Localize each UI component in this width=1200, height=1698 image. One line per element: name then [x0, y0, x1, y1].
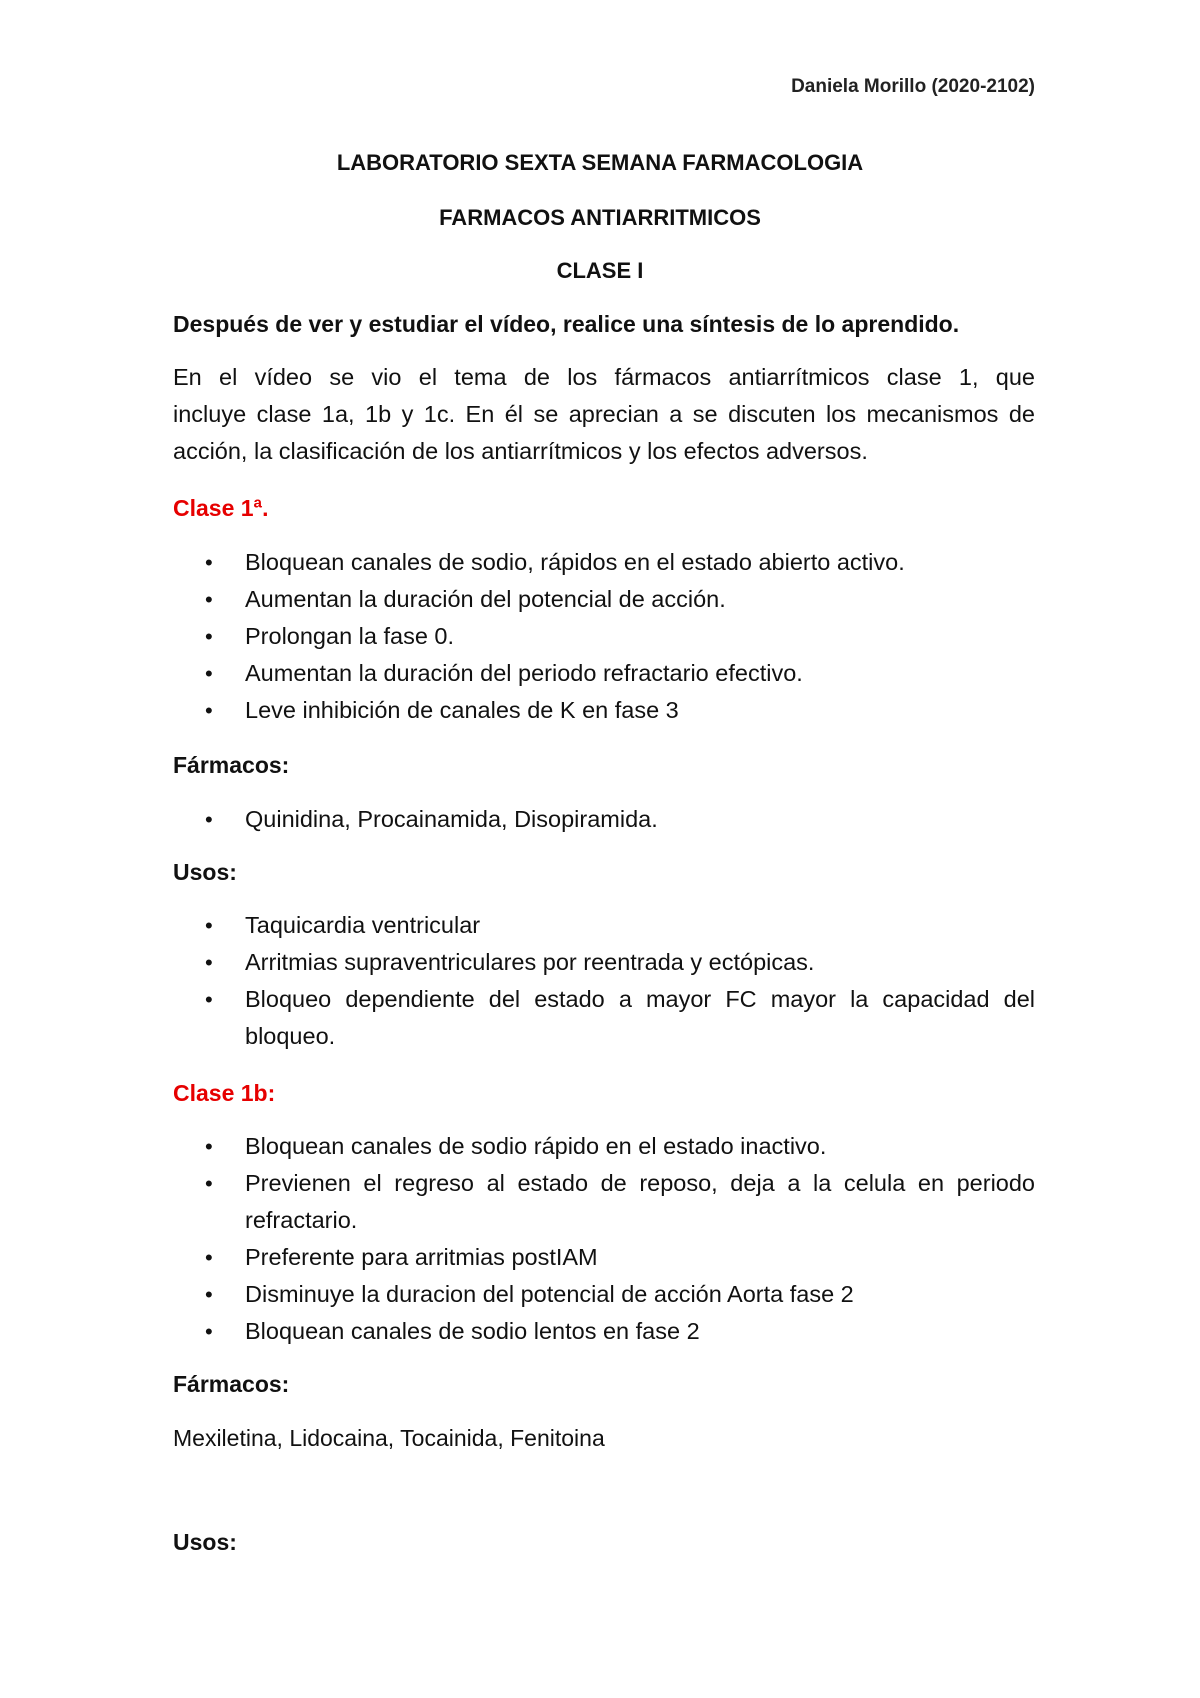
section-heading-clase-1a: Clase 1ª.: [173, 495, 269, 521]
bullet-icon: •: [205, 987, 213, 1012]
section-heading-clase-1b: Clase 1b:: [173, 1080, 276, 1106]
clase-1b-mechanism-list: [205, 1128, 1035, 1350]
bullet-icon: •: [205, 1319, 213, 1344]
list-item: • Arritmias supraventriculares por reentrada y ectópicas.: [205, 944, 1035, 981]
list-item: • Disminuye la duracion del potencial de acción Aorta fase 2: [205, 1276, 1035, 1313]
list-item: • Aumentan la duración del periodo refractario efectivo.: [205, 655, 1035, 692]
clase-1a-drugs-heading: Fármacos:: [173, 752, 290, 778]
list-item: • Leve inhibición de canales de K en fase 3: [205, 692, 1035, 729]
intro-paragraph: [173, 359, 1035, 470]
bullet-icon: •: [205, 1245, 213, 1270]
bullet-icon: •: [205, 1171, 213, 1196]
intro-line-3: acción, la clasificación de los antiarrítmicos y los efectos adversos.: [173, 438, 868, 464]
clase-1a-drugs-list: [205, 801, 1035, 838]
clase-1b-drugs-text: Mexiletina, Lidocaina, Tocainida, Fenitoina: [173, 1425, 605, 1451]
clase-1a-mechanism-list: [205, 544, 1035, 729]
bullet-icon: •: [205, 1134, 213, 1159]
class-title: CLASE I: [556, 258, 644, 283]
subtitle: FARMACOS ANTIARRITMICOS: [439, 205, 761, 230]
clase-1b-drugs-heading: Fármacos:: [173, 1371, 290, 1397]
list-item: • Taquicardia ventricular: [205, 907, 1035, 944]
intro-line-1: En el vídeo se vio el tema de los fármacos antiarrítmicos clase 1, que: [173, 364, 1035, 390]
list-item: • Quinidina, Procainamida, Disopiramida.: [205, 801, 1035, 838]
list-item: • Bloqueo dependiente del estado a mayor FC mayor la capacidad del bloqueo.: [205, 981, 1035, 1055]
bullet-icon: •: [205, 1282, 213, 1307]
bullet-icon: •: [205, 550, 213, 575]
list-item: • Prolongan la fase 0.: [205, 618, 1035, 655]
list-item: • Aumentan la duración del potencial de acción.: [205, 581, 1035, 618]
main-title: LABORATORIO SEXTA SEMANA FARMACOLOGIA: [336, 150, 864, 175]
bullet-icon: •: [205, 698, 213, 723]
bullet-icon: •: [205, 587, 213, 612]
clase-1b-uses-heading: Usos:: [173, 1529, 237, 1555]
intro-line-2: incluye clase 1a, 1b y 1c. En él se aprecian a se discuten los mecanismos de: [173, 401, 1035, 427]
bullet-icon: •: [205, 661, 213, 686]
instruction-text: Después de ver y estudiar el vídeo, realice una síntesis de lo aprendido.: [173, 311, 960, 337]
clase-1a-uses-heading: Usos:: [173, 859, 237, 885]
bullet-icon: •: [205, 624, 213, 649]
list-item: • Bloquean canales de sodio rápido en el estado inactivo.: [205, 1128, 1035, 1165]
clase-1a-uses-list: [205, 907, 1035, 1055]
author-header: Daniela Morillo (2020-2102): [791, 76, 1035, 97]
list-item: • Preferente para arritmias postIAM: [205, 1239, 1035, 1276]
bullet-icon: •: [205, 807, 213, 832]
bullet-icon: •: [205, 950, 213, 975]
bullet-icon: •: [205, 913, 213, 938]
list-item: • Bloquean canales de sodio, rápidos en el estado abierto activo.: [205, 544, 1035, 581]
list-item: • Bloquean canales de sodio lentos en fase 2: [205, 1313, 1035, 1350]
list-item: • Previenen el regreso al estado de reposo, deja a la celula en periodo refractario.: [205, 1165, 1035, 1239]
